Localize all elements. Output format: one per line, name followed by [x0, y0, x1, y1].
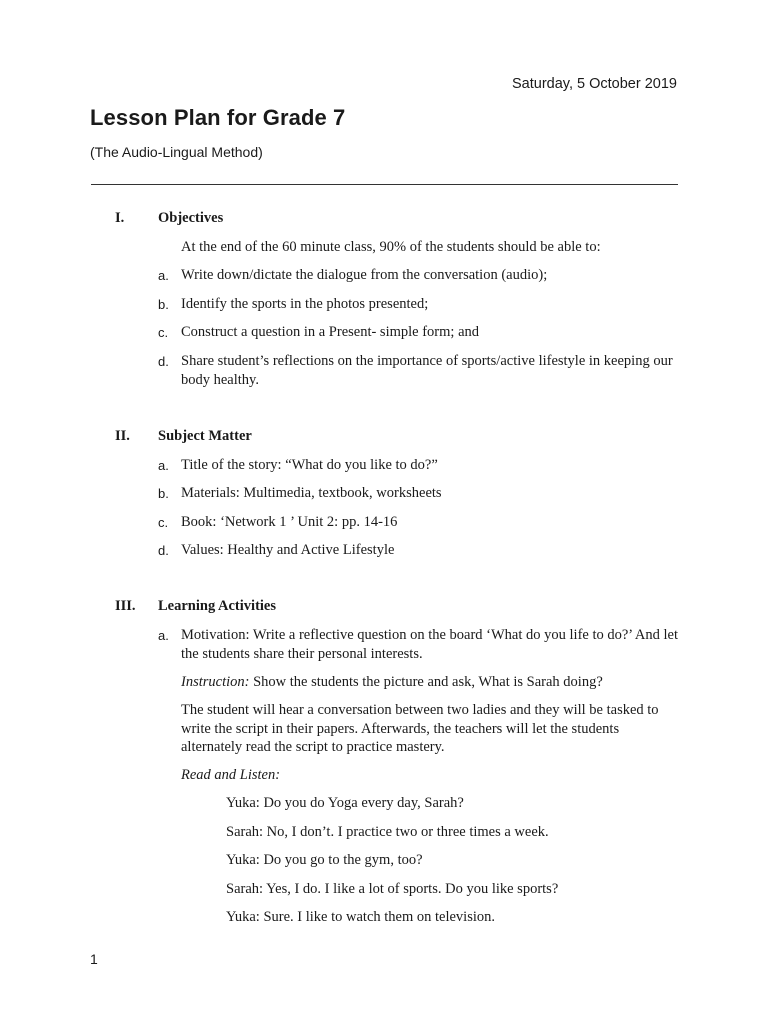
section-heading-objectives: Objectives — [158, 210, 224, 226]
list-text: Construct a question in a Present- simple form; and — [181, 324, 480, 340]
activity-paragraph: The student will hear a conversation between two ladies and they will be tasked to write the script in their papers. Afterwards, the teachers will let the students alternately read the script to practice mastery. — [181, 702, 659, 756]
list-text: Motivation: Write a reflective question on the board ‘What do you life to do?’ And let the students share their personal interests. — [181, 627, 678, 662]
list-text: Identify the sports in the photos presented; — [181, 296, 429, 312]
header-divider — [91, 184, 678, 185]
section-heading-subject-matter: Subject Matter — [158, 428, 252, 444]
instruction-text: Show the students the picture and ask, What is Sarah doing? — [249, 674, 603, 690]
dialogue-line: Yuka: Sure. I like to watch them on television. — [226, 909, 496, 925]
list-letter: d. — [158, 543, 169, 558]
section-number: III. — [115, 598, 136, 614]
list-text: Book: ‘Network 1 ’ Unit 2: pp. 14-16 — [181, 514, 398, 530]
list-text: Share student’s reflections on the importance of sports/active lifestyle in keeping our body healthy. — [181, 353, 673, 388]
list-letter: c. — [158, 515, 169, 530]
page-number: 1 — [90, 951, 98, 967]
section-number: II. — [115, 428, 130, 444]
list-letter: c. — [158, 325, 169, 340]
dialogue-line: Sarah: No, I don’t. I practice two or three times a week. — [226, 824, 549, 840]
document-date: Saturday, 5 October 2019 — [512, 76, 677, 92]
list-text: Materials: Multimedia, textbook, worksheets — [181, 485, 442, 501]
list-text: Write down/dictate the dialogue from the conversation (audio); — [181, 267, 548, 283]
instruction-label: Instruction: — [181, 674, 250, 690]
list-letter: d. — [158, 354, 169, 369]
list-letter: a. — [158, 458, 169, 473]
list-text: Title of the story: “What do you like to do?” — [181, 457, 438, 473]
dialogue-line: Sarah: Yes, I do. I like a lot of sports. Do you like sports? — [226, 881, 559, 897]
objectives-intro: At the end of the 60 minute class, 90% of the students should be able to: — [181, 239, 601, 255]
page-subtitle: (The Audio-Lingual Method) — [90, 144, 263, 160]
page-title: Lesson Plan for Grade 7 — [90, 105, 346, 130]
list-text: Values: Healthy and Active Lifestyle — [181, 542, 395, 558]
list-letter: a. — [158, 628, 169, 643]
list-letter: a. — [158, 268, 169, 283]
section-number: I. — [115, 210, 125, 226]
list-letter: b. — [158, 297, 169, 312]
section-heading-learning-activities: Learning Activities — [158, 598, 277, 614]
read-and-listen-label: Read and Listen: — [181, 767, 281, 783]
dialogue-line: Yuka: Do you do Yoga every day, Sarah? — [226, 795, 464, 811]
dialogue-line: Yuka: Do you go to the gym, too? — [226, 852, 423, 868]
list-letter: b. — [158, 486, 169, 501]
instruction-paragraph — [181, 673, 681, 692]
